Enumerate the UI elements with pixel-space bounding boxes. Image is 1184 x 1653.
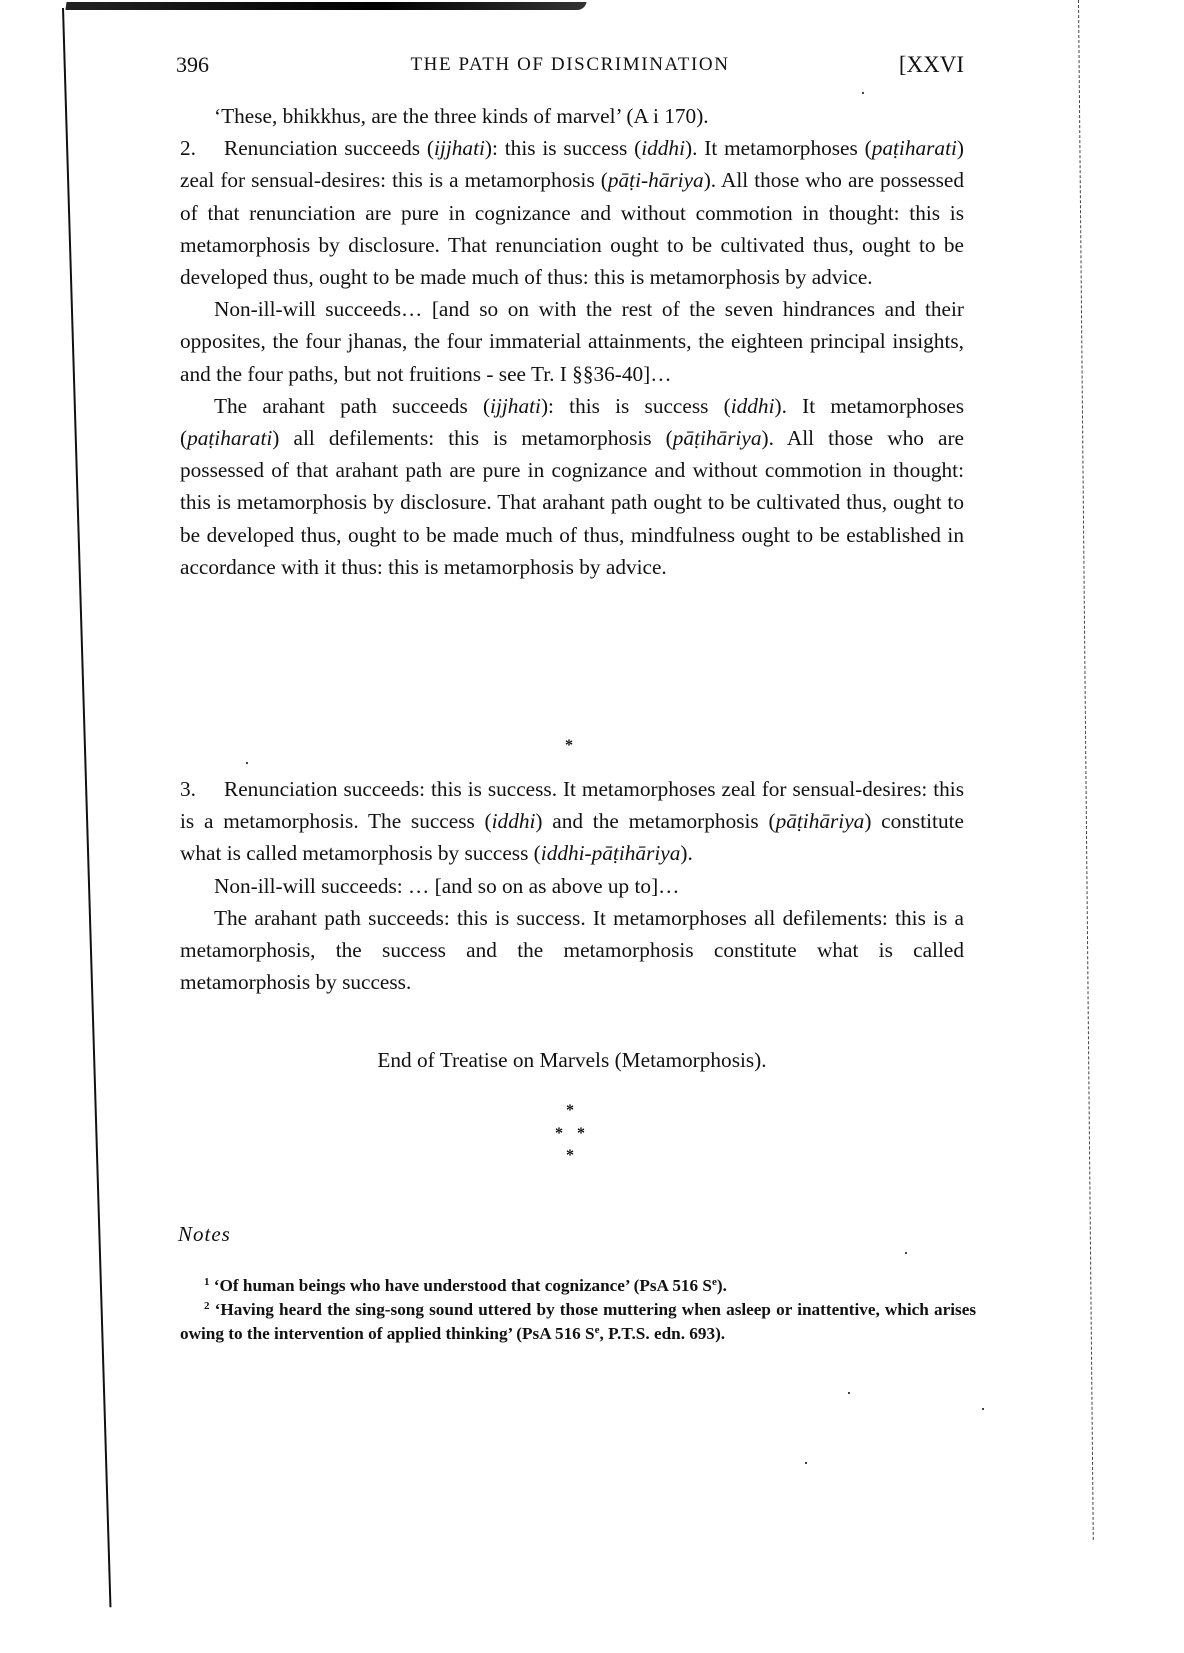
footnote-marker: 1 [204,1276,210,1288]
text-run: ) zeal for sensual-desires: this is a metamorphosis ( [180,136,964,193]
footnote-text: ‘Of human beings who have understood that cognizance’ (PsA 516 S [213,1276,712,1295]
footnote-text-end: , P.T.S. edn. 693). [599,1324,726,1343]
text-run: ) and the metamorphosis ( [535,809,776,834]
paragraph-number: 3. [180,777,196,801]
italic-term: paṭiharati [187,426,273,451]
paragraph-text [180,777,964,865]
paragraph-number: 2. [180,136,196,161]
scan-speck [905,1252,907,1254]
footnotes [180,1274,976,1346]
scan-speck [848,1392,850,1394]
scan-edge-top [65,2,586,10]
text-run: ) all defilements: this is metamorphosis ( [272,426,673,451]
footnote-text-end: ). [716,1276,727,1295]
ornament-asterisk: * [566,1147,574,1164]
scan-edge-left [62,8,111,1607]
italic-term: ijjhati [490,393,541,418]
superscript: e [711,1276,717,1288]
footnote-marker: 2 [204,1300,210,1312]
italic-term: pāṭi-hāriya [607,168,704,193]
footnote-1 [180,1274,976,1298]
ornament-asterisk: * [577,1125,585,1142]
notes-heading: Notes [178,1222,231,1246]
paragraph-2-1 [180,132,964,293]
paragraph-2-3 [180,390,964,583]
text-run: ). It metamorphoses ( [180,393,965,451]
chapter-marker: [XXVI [898,52,964,77]
text-run: The arahant path succeeds ( [214,393,491,418]
paragraph-3-3: The arahant path succeeds: this is success. It metamorphoses all defilements: this is a metamorphosis, the success and the metamorphosis constitute what is called metamorphosis by success. [180,905,964,995]
paragraph-3-2: Non-ill-will succeeds: … [and so on as above up to]… [214,873,680,898]
page-number: 396 [176,52,209,77]
superscript: e [594,1324,600,1336]
scan-speck [982,1408,984,1410]
text-run: Renunciation succeeds ( [224,136,435,161]
end-of-treatise: End of Treatise on Marvels (Metamorphosis). [377,1048,767,1072]
scan-speck [862,92,864,94]
ornament-asterisk: * [555,1125,563,1142]
text-run: ): this is success ( [484,136,642,161]
running-head [176,52,964,84]
text-run: Renunciation succeeds: this is success. It metamorphoses zeal for sensual-desires: this is a metamorphosis. The success ( [180,777,964,834]
text-run: ). All those who are possessed of that arahant path are pure in cognizance and without commotion in thought: this is metamorphosis by disclosure. That arahant path ought to be cultivated thus, ought to be developed thus, ought to be made much of thus, mindfulness ought to be established in accordance with it thus: this is metamorphosis by advice. [180,426,964,579]
footnote-2 [180,1298,976,1346]
text-run: ). All those who are possessed of that renunciation are pure in cognizance and without commotion in thought: this is metamorphosis by disclosure. That renunciation ought to be cultivated thus, ought to be developed thus, ought to be made much of thus: this is metamorphosis by advice. [180,168,964,290]
paragraph-2-2: Non-ill-will succeeds… [and so on with the rest of the seven hindrances and their opposites, the four jhanas, the four immaterial attainments, the eighteen principal insights, and the four paths, but not fruitions - see Tr. I §§36-40]… [180,297,964,386]
section-2 [180,100,964,583]
italic-term: iddhi-pāṭihāriya [540,841,681,866]
quote-line: ‘These, bhikkhus, are the three kinds of marvel’ (A i 170). [214,104,709,128]
section-separator: * [565,737,573,754]
footnote-text: ‘Having heard the sing-song sound uttered by those muttering when asleep or inattentive, which arises owing to the intervention of applied thinking’ (PsA 516 S [180,1300,977,1343]
italic-term: pāṭihāriya [775,809,865,834]
italic-term: pāṭihāriya [672,426,762,451]
scan-speck [805,1462,807,1464]
italic-term: iddhi [730,393,775,418]
section-3 [180,773,964,998]
text-run: ). [680,841,693,866]
italic-term: paṭiharati [871,136,957,161]
text-run: ) constitute what is called metamorphosis by success ( [180,809,964,866]
scan-speck [246,762,248,764]
scan-edge-right [1078,0,1094,1540]
paragraph-3-1 [180,773,964,870]
text-run: ): this is success ( [540,393,731,418]
paragraph-text [180,136,964,289]
italic-term: iddhi [641,136,685,161]
italic-term: ijjhati [434,136,485,161]
running-title: THE PATH OF DISCRIMINATION [410,54,730,75]
ornament-asterisk: * [566,1102,574,1119]
italic-term: iddhi [491,809,536,834]
text-run: ). It metamorphoses ( [685,136,872,161]
